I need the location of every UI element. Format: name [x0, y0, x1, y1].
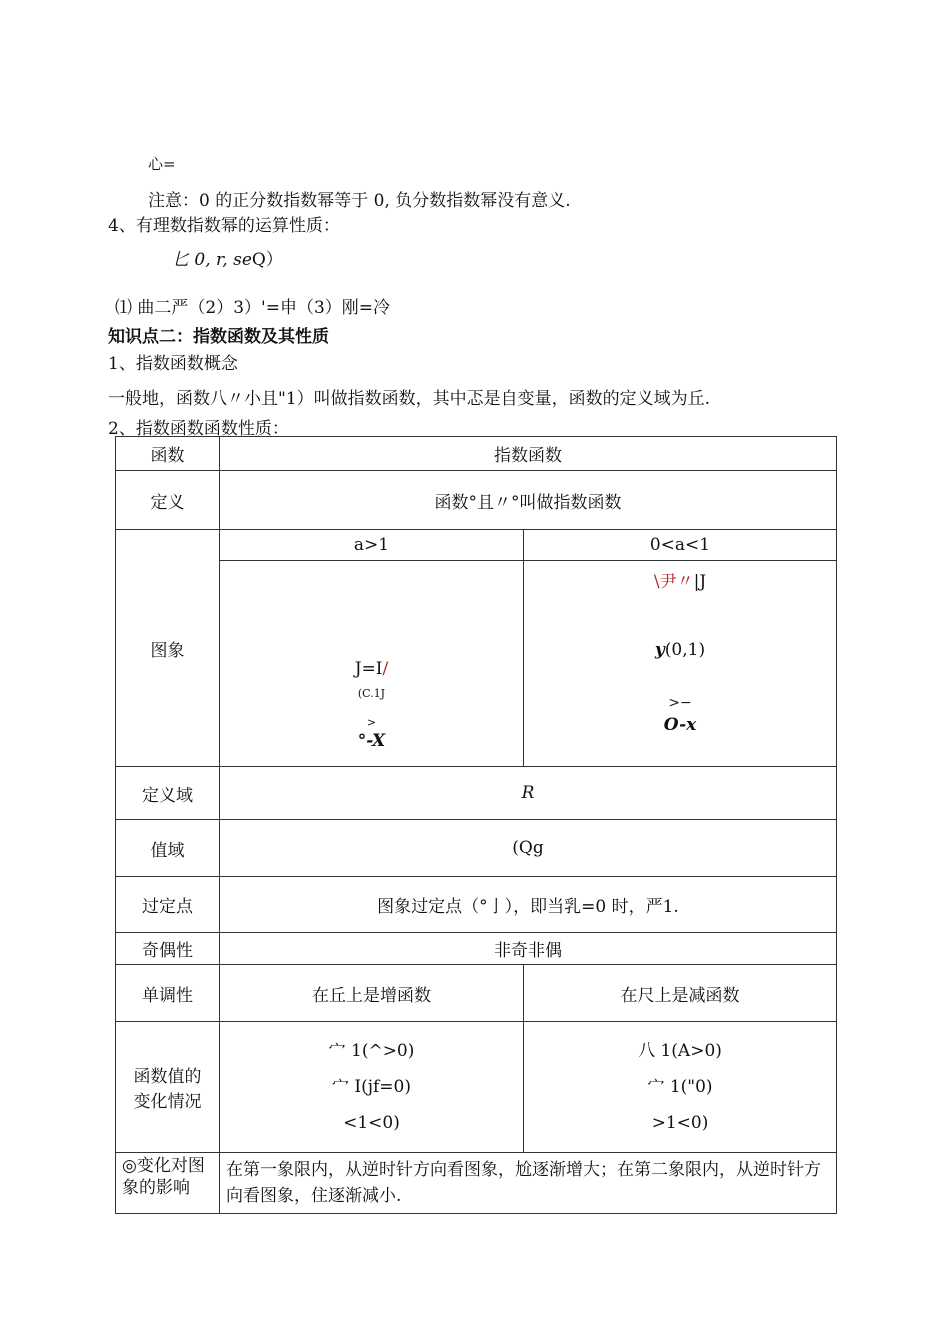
table-row — [116, 1022, 837, 1153]
variation-label-line2: 变化情况 — [133, 1092, 202, 1112]
graph-right-coords: (0,1) — [664, 640, 706, 660]
influence-text: 在第一象限内，从逆时针方向看图象，尬逐渐增大；在第二象限内，从逆时针方向看图象，住逐渐减小. — [220, 1153, 837, 1214]
table-row — [116, 767, 837, 820]
graph-label: 图象 — [116, 530, 220, 767]
fixed-point-value: 图象过定点（°亅），即当乳=0 时，严1. — [220, 877, 837, 933]
monotonic-label: 单调性 — [116, 965, 220, 1022]
col-a-gt-1: a>1 — [220, 530, 524, 561]
graph-right — [524, 561, 837, 767]
domain-label: 定义域 — [116, 767, 220, 820]
properties-table — [115, 436, 837, 1214]
formula-line: 心= — [148, 155, 176, 173]
graph-right-point — [524, 640, 836, 660]
graph-right-axis: O-x — [663, 715, 697, 735]
header-left: 函数 — [116, 437, 220, 471]
range-label: 值域 — [116, 820, 220, 877]
range-value: (Qg — [220, 820, 837, 877]
variation-left-case: 宀 I(jf=0) — [331, 1077, 411, 1097]
fixed-point-label: 过定点 — [116, 877, 220, 933]
variation-left — [220, 1022, 524, 1153]
item2-title: 2、指数函数函数性质： — [108, 419, 289, 439]
item1-title: 1、指数函数概念 — [108, 354, 238, 374]
variation-label — [116, 1022, 220, 1153]
parity-label: 奇偶性 — [116, 933, 220, 965]
graph-left-label — [220, 659, 523, 679]
condition-tail: Q） — [251, 250, 283, 270]
table-row — [116, 530, 837, 561]
table-row — [116, 471, 837, 530]
variation-left-case: 宀 1(^>0) — [328, 1041, 415, 1061]
graph-left-curve-mark: / — [382, 659, 389, 679]
header-right: 指数函数 — [220, 437, 837, 471]
graph-left-axis: °-X — [357, 731, 386, 751]
table-row — [116, 877, 837, 933]
graph-left — [220, 561, 524, 767]
table-row — [116, 933, 837, 965]
variation-right-case: 宀 1("0) — [647, 1077, 713, 1097]
col-a-lt-1: 0<a<1 — [524, 530, 837, 561]
note-line: 注意：0 的正分数指数幂等于 0, 负分数指数幂没有意义. — [148, 191, 571, 211]
graph-right-curve-label: |J — [693, 572, 707, 592]
variation-left-case: <1<0) — [343, 1113, 400, 1133]
table-row — [116, 820, 837, 877]
table-row — [116, 561, 837, 767]
definition-label: 定义 — [116, 471, 220, 530]
graph-right-arrow: >− — [668, 695, 692, 711]
variation-label-line1: 函数值的 — [133, 1067, 202, 1087]
variation-right-case: >1<0) — [651, 1113, 709, 1133]
monotonic-left: 在丘上是增函数 — [220, 965, 524, 1022]
influence-label — [116, 1153, 220, 1214]
section-heading: 知识点二：指数函数及其性质 — [108, 327, 329, 347]
influence-label-text: ◎变化对图象的影响 — [122, 1156, 205, 1198]
graph-right-y: y — [654, 640, 665, 660]
variation-right — [524, 1022, 837, 1153]
condition-text: 匕 0, r, se — [172, 250, 252, 270]
rules-line: ⑴ 曲二严（2）3）'=申（3）刚=冷 — [115, 298, 391, 318]
graph-right-curve-mark: \尹〃 — [653, 572, 694, 592]
graph-right-label — [524, 567, 836, 592]
table-row — [116, 437, 837, 471]
table-row — [116, 965, 837, 1022]
item4-title: 4、有理数指数幂的运算性质： — [108, 216, 340, 236]
variation-right-case: 八 1(A>0) — [638, 1041, 722, 1061]
graph-left-curve-label: J=I — [354, 659, 383, 679]
graph-left-arrow: > — [366, 716, 377, 729]
definition-value: 函数°且〃°叫做指数函数 — [220, 471, 837, 530]
definition-text: 一般地，函数八〃小且"1）叫做指数函数，其中忑是自变量，函数的定义域为丘. — [108, 389, 711, 409]
condition-line — [172, 249, 283, 271]
parity-value: 非奇非偶 — [220, 933, 837, 965]
graph-left-point: (C.1J — [357, 687, 386, 700]
table-row — [116, 1153, 837, 1214]
domain-value: R — [220, 767, 837, 820]
monotonic-right: 在尺上是减函数 — [524, 965, 837, 1022]
